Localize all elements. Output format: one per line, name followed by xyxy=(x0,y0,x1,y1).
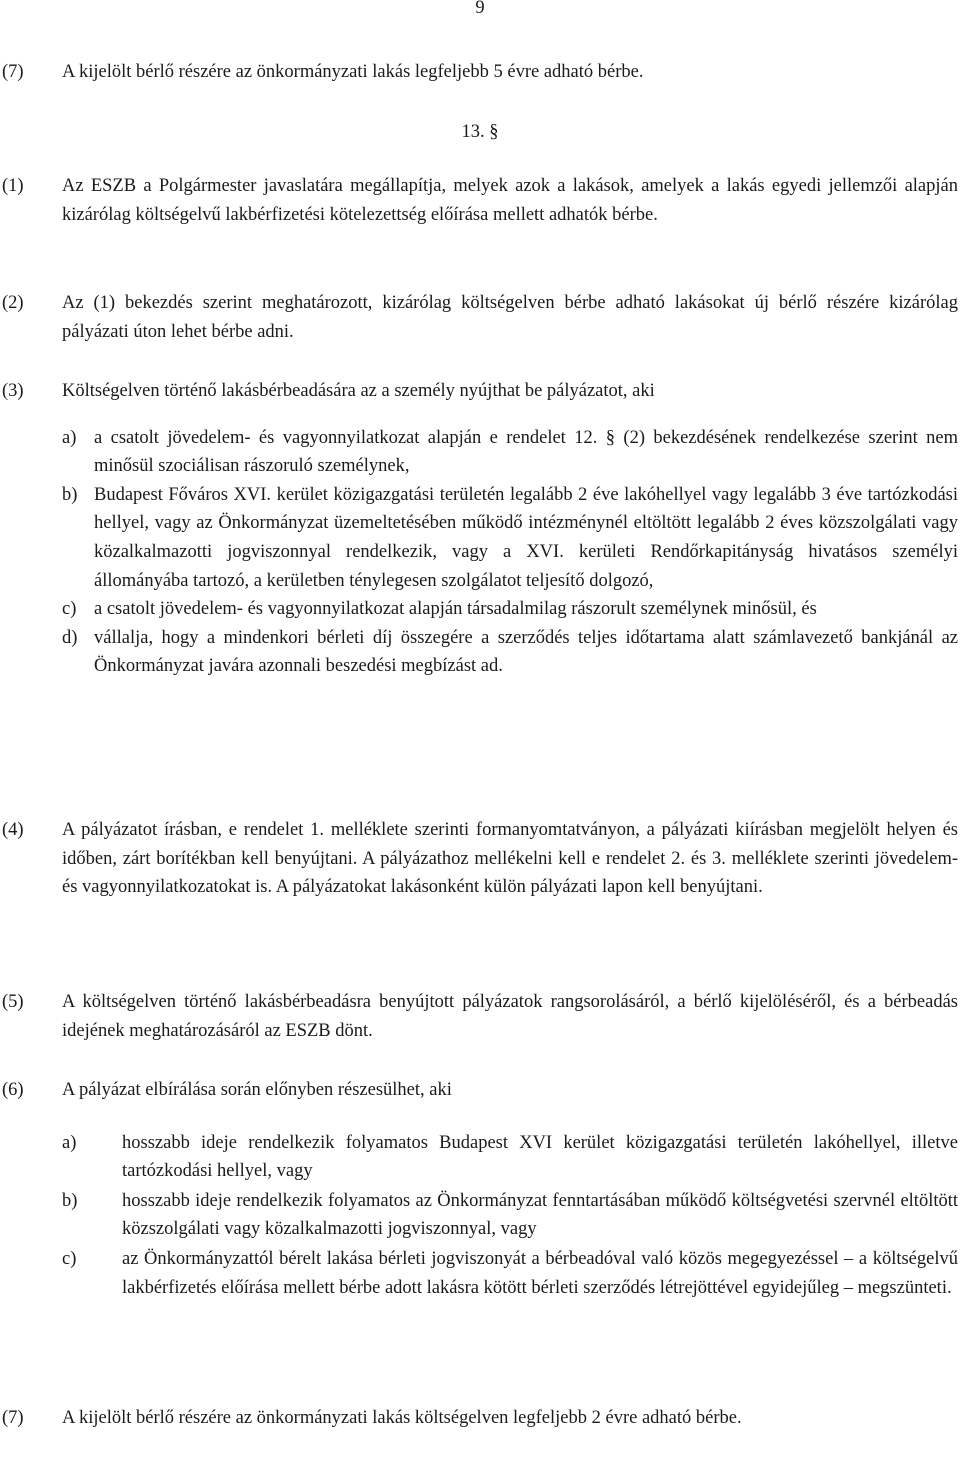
paragraph-number: (4) xyxy=(2,820,24,840)
paragraph-text: A pályázat elbírálása során előnyben részesülhet, aki xyxy=(62,1080,452,1100)
paragraph-6 xyxy=(0,1076,958,1303)
list-item-text: hosszabb ideje rendelkezik folyamatos az Önkormányzat fenntartásában működő költségvetési szervnél eltöltött közszolgálati vagy közalkalmazotti jogviszonnyal, vagy xyxy=(122,1190,958,1240)
paragraph-text: A kijelölt bérlő részére az önkormányzati lakás költségelven legfeljebb 2 évre adható bérbe. xyxy=(62,1408,742,1428)
list-item-text: hosszabb ideje rendelkezik folyamatos Budapest XVI kerület közigazgatási területén lakóhellyel, illetve tartózkodási hellyel, vagy xyxy=(122,1132,958,1182)
paragraph-number: (2) xyxy=(2,293,24,313)
paragraph-2 xyxy=(0,289,958,346)
list-item-label: b) xyxy=(62,1190,78,1211)
paragraph-number: (7) xyxy=(2,1408,24,1428)
list-item-text: a csatolt jövedelem- és vagyonnyilatkozat alapján társadalmilag rászorult személynek minősül, és xyxy=(94,599,817,620)
list-item xyxy=(62,424,958,481)
paragraph-7b xyxy=(0,1404,958,1433)
paragraph-number: (3) xyxy=(2,381,24,401)
paragraph-number: (6) xyxy=(2,1080,24,1100)
list-item-text: az Önkormányzattól bérelt lakása bérleti jogviszonyát a bérbeadóval való közös megegyezéssel – a költségelvű lakbérfizetés előírása mellett bérbe adott lakásra kötött bérleti szerződés létrejöttével egyidejűleg – megszünteti. xyxy=(122,1248,958,1298)
list-item xyxy=(62,595,958,624)
section-title: 13. § xyxy=(461,122,499,142)
paragraph-text: A kijelölt bérlő részére az önkormányzati lakás legfeljebb 5 évre adható bérbe. xyxy=(62,62,644,82)
page-number: 9 xyxy=(475,0,485,18)
paragraph-5 xyxy=(0,988,958,1045)
list-item xyxy=(62,1245,958,1302)
paragraph-number: (5) xyxy=(2,992,24,1012)
paragraph-1 xyxy=(0,172,958,229)
list-item xyxy=(62,1129,958,1186)
paragraph-text: A pályázatot írásban, e rendelet 1. melléklete szerinti formanyomtatványon, a pályázati kiírásban megjelölt helyen és időben, zárt borítékban kell benyújtani. A pályázathoz mellékelni kell e rendelet 2. és 3. melléklete szerinti jövedelem- és vagyonnyilatkozatokat is. A pályázatokat lakásonként külön pályázati lapon kell benyújtani. xyxy=(62,820,958,898)
list-item-label: a) xyxy=(62,427,77,448)
list-item-label: c) xyxy=(62,599,77,620)
list-item-text: Budapest Főváros XVI. kerület közigazgatási területén legalább 2 éve lakóhellyel vagy legalább 3 éve tartózkodási hellyel, vagy az Önkormányzat üzemeltetésében működő intézménynél eltöltött legalább 2 éves közszolgálati vagy közalkalmazotti jogviszonnyal rendelkezik, vagy a XVI. kerületi Rendőrkapitányság hivatásos személyi állományába tartozó, a kerületben ténylegesen szolgálatot teljesítő dolgozó, xyxy=(94,484,958,591)
paragraph-7a xyxy=(0,58,958,87)
list-item xyxy=(62,624,958,681)
paragraph-text: Költségelven történő lakásbérbeadására az a személy nyújthat be pályázatot, aki xyxy=(62,381,655,401)
list-item-label: b) xyxy=(62,484,78,505)
list-item-label: d) xyxy=(62,627,78,648)
list-item-text: vállalja, hogy a mindenkori bérleti díj összegére a szerződés teljes időtartama alatt számlavezető bankjánál az Önkormányzat javára azonnali beszedési megbízást ad. xyxy=(94,627,958,677)
list-item-label: a) xyxy=(62,1132,77,1153)
list-item-label: c) xyxy=(62,1248,77,1269)
list-item-text: a csatolt jövedelem- és vagyonnyilatkozat alapján e rendelet 12. § (2) bekezdésének rendelkezése szerint nem minősül szociálisan rászoruló személynek, xyxy=(94,427,958,477)
paragraph-3 xyxy=(0,377,958,681)
paragraph-number: (1) xyxy=(2,176,24,196)
paragraph-text: Az (1) bekezdés szerint meghatározott, kizárólag költségelven bérbe adható lakásokat új bérlő részére kizárólag pályázati úton lehet bérbe adni. xyxy=(62,293,958,342)
list-item xyxy=(62,1187,958,1244)
paragraph-number: (7) xyxy=(2,62,24,82)
paragraph-4 xyxy=(0,816,958,902)
paragraph-text: A költségelven történő lakásbérbeadásra benyújtott pályázatok rangsorolásáról, a bérlő kijelöléséről, és a bérbeadás idejének meghatározásáról az ESZB dönt. xyxy=(62,992,958,1041)
paragraph-text: Az ESZB a Polgármester javaslatára megállapítja, melyek azok a lakások, amelyek a lakás egyedi jellemzői alapján kizárólag költségelvű lakbérfizetési kötelezettség előírása mellett adhatók bérbe. xyxy=(62,176,958,225)
list-item xyxy=(62,481,958,595)
